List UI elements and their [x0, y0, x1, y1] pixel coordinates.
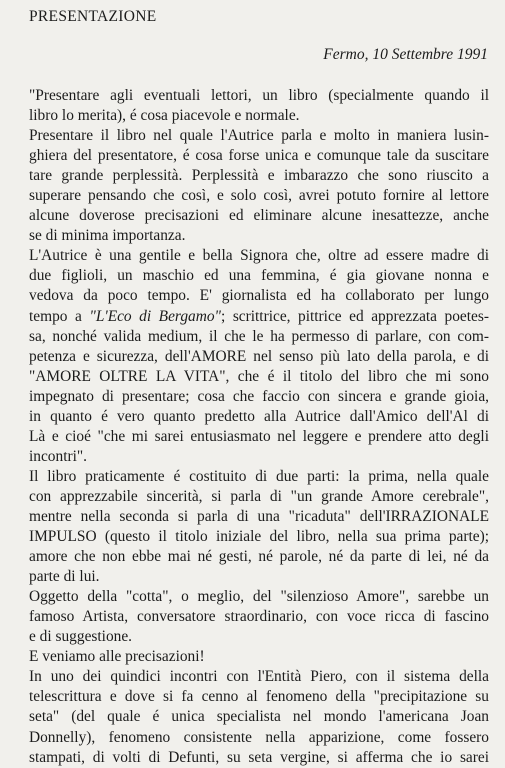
body-text — [29, 86, 489, 768]
text-line: "AMORE OLTRE LA VITA", che é il titolo del libro che mi sono — [29, 367, 489, 385]
text-line — [29, 307, 489, 327]
text-line: telescrittura e dove si fa cenno al fenomeno della "precipitazione su — [29, 688, 489, 706]
text-line: due figlioli, un maschio ed una femmina, é gia giovane nonna e — [29, 267, 489, 285]
text-line: incontri". — [29, 447, 88, 465]
text-line: IMPULSO (questo il titolo iniziale del libro, nella sua prima parte); — [29, 528, 489, 546]
section-heading: PRESENTAZIONE — [29, 8, 157, 25]
text-line: libro lo merita), é cosa piacevole e normale. — [29, 107, 300, 125]
text-line: tare grande perplessità. Perplessità e imbarazzo che sono riuscito a — [29, 167, 489, 185]
text-line: Il libro praticamente é costituito di due parti: la prima, nella quale — [29, 467, 489, 485]
text-line: vedova da poco tempo. E' giornalista ed ha collaborato per lungo — [29, 287, 489, 305]
dateline: Fermo, 10 Settembre 1991 — [323, 46, 488, 63]
text-line: famoso Artista, conversatore straordinario, con voce ricca di fascino — [29, 608, 489, 626]
text-span: tempo a — [29, 307, 90, 325]
text-line: E veniamo alle precisazioni! — [29, 648, 205, 666]
text-line: e di suggestione. — [29, 628, 133, 646]
text-line: L'Autrice è una gentile e bella Signora che, oltre ad essere madre di — [29, 247, 489, 265]
text-line: Donnelly), fenomeno consistente nella apparizione, come fossero — [29, 728, 489, 746]
text-line: amore che non ebbe mai né gesti, né parole, né da parte di lei, né da — [29, 548, 489, 566]
text-line: alcune doverose precisazioni ed eliminare alcune inesattezze, anche — [29, 207, 489, 225]
text-line: ghiera del presentatore, é cosa forse unica e comunque tale da suscitare — [29, 147, 489, 165]
text-line: con apprezzabile sincerità, si parla di "un grande Amore cerebrale", — [29, 487, 489, 505]
text-line: sa, nonché valida medium, il che le ha permesso di parlare, con com- — [29, 327, 489, 345]
text-line: superare pensando che così, e solo così, avrei potuto fornire al lettore — [29, 187, 489, 205]
text-line: stampati, di volti di Defunti, su seta vergine, si afferma che io sarei — [29, 748, 489, 766]
text-line: petenza e sicurezza, dell'AMORE nel senso più lato della parola, e di — [29, 347, 489, 365]
italic-title: "L'Eco di Bergamo" — [89, 307, 221, 325]
text-line: In uno dei quindici incontri con l'Entità Piero, con il sistema della — [29, 668, 489, 686]
text-span: ; scrittrice, pittrice ed apprezzata poetes- — [221, 307, 489, 325]
text-line: seta" (del quale é unica specialista nel mondo l'americana Joan — [29, 708, 489, 726]
text-line: impegnato di presentare; cosa che faccio con sincera e grande gioia, — [29, 387, 489, 405]
text-line: Là e cioé "che mi sarei entusiasmato nel leggere e prendere atto degli — [29, 427, 489, 445]
text-line: "Presentare agli eventuali lettori, un libro (specialmente quando il — [29, 87, 489, 104]
text-line: mentre nella seconda si parla di una "ricaduta" dell'IRRAZIONALE — [29, 507, 489, 525]
text-line: Oggetto della "cotta", o meglio, del "silenzioso Amore", sarebbe un — [29, 588, 489, 606]
text-line: parte di lui. — [29, 568, 100, 586]
text-line: se di minima importanza. — [29, 227, 186, 245]
text-line: in quanto é vero quanto predetto alla Autrice dall'Amico dell'Al di — [29, 407, 489, 425]
text-line: Presentare il libro nel quale l'Autrice parla e molto in maniera lusin- — [29, 127, 489, 145]
